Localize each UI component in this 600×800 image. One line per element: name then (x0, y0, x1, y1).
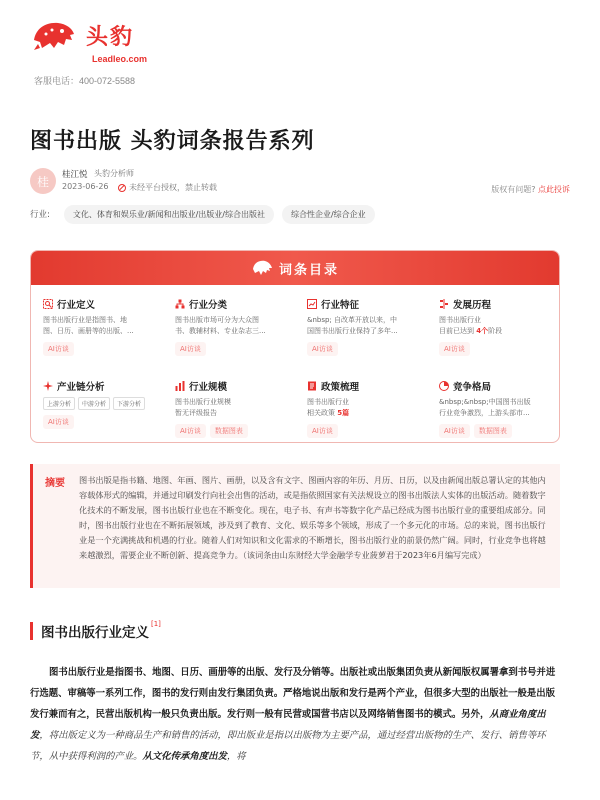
catalog-item-label: 产业链分析 (57, 382, 105, 393)
ai-interview-button[interactable]: AI访谈 (439, 342, 470, 356)
brand-domain[interactable]: Leadleo.com (92, 54, 148, 64)
avatar[interactable]: 桂 (30, 168, 56, 194)
chart-icon (307, 299, 317, 309)
catalog-item-market-size[interactable] (175, 379, 295, 438)
brand-name: 头豹 (86, 25, 135, 50)
ai-interview-button[interactable]: AI访谈 (43, 342, 74, 356)
reference-link[interactable]: [1] (151, 620, 161, 628)
ai-interview-button[interactable]: AI访谈 (175, 342, 206, 356)
catalog-item-desc: 图书出版行业 (439, 316, 481, 324)
catalog-item-title (439, 297, 559, 311)
catalog-item-history[interactable] (439, 297, 559, 356)
catalog-item-desc-text: 目前已达到 (439, 327, 477, 335)
catalog-title: 词条目录 (278, 262, 339, 278)
author-row (30, 166, 570, 196)
upstream-tag[interactable]: 上游分析 (43, 397, 75, 410)
catalog-item-label: 政策梳理 (321, 382, 360, 393)
catalog-item-label: 行业规模 (189, 382, 228, 393)
catalog-item-desc: 图书出版行业 (307, 398, 349, 406)
policy-count: 5篇 (337, 409, 350, 417)
bar-icon (175, 381, 185, 391)
catalog-item-title (175, 297, 295, 311)
catalog-item-definition[interactable] (43, 297, 163, 356)
catalog-item-desc: &nbsp;&nbsp;中国图书出版 (439, 398, 531, 406)
industry-row (30, 204, 570, 224)
catalog-item-desc: 图书出版行业是指图书、地 (43, 316, 127, 324)
abstract-label: 摘要 (45, 478, 65, 489)
ai-interview-button[interactable]: AI访谈 (307, 342, 338, 356)
abstract-text: 图书出版是指书籍、地图、年画、图片、画册，以及含有文字、图画内容的年历、月历、日历，以及由新闻出版总署认定的其他内容载体形式的编辑，并通过印刷发行向社会出售的活动，或是指依照国家有关法规设立的图书出版法人实体的出版活动。随着数字化技术的不断发展，图书出版行业也在不断变化。现在，电子书、有声书等数字化产品已经成为图书出版行业的重要组成部分。同时，图书出版行业也在不断拓展领域，涉及到了教育、文化、娱乐等多个领域，形成了一个多元化的市场。总的来说，图书出版行业是一个充满挑战和机遇的行业。随着人们对知识和文化需求的不断增长，图书出版行业的前景仍然广阔。同时，行业竞争也将越来越激烈，需要企业不断创新、提高竞争力。（该词条由山东财经大学金融学专业菠萝君于2023年6月编写完成） (79, 475, 546, 560)
section-accent-bar (30, 622, 33, 640)
paragraph-emphasis: 从文化传承角度出发 (142, 751, 227, 762)
author-role: 头豹分析师 (94, 169, 134, 178)
catalog-item-competition[interactable] (439, 379, 559, 438)
catalog-panel (30, 250, 560, 443)
downstream-tag[interactable]: 下游分析 (113, 397, 145, 410)
paragraph-bold-text: 图书出版行业是指图书、地图、日历、画册等的出版、发行及分销等。出版社或出版集团负责从新闻版权属署拿到书号并进行选题、审稿等一系列工作，图书的发行则由发行集团负责。严格地说出版和发行是两个产业，但很多大型的出版社一般是出版发行兼而有之，民营出版机构一般只负责出版。发行则一般有民营或国营书店以及网络销售图书的模式。另外， (30, 667, 556, 720)
chain-icon (43, 381, 53, 391)
catalog-item-desc-suffix: 阶段 (488, 327, 503, 335)
catalog-item-desc-text: 相关政策 (307, 409, 338, 417)
catalog-item-title (43, 379, 163, 393)
prohibited-icon (118, 184, 126, 192)
catalog-item-desc (307, 408, 427, 419)
catalog-item-desc: 图、日历、画册等的出版、... (43, 327, 134, 335)
copyright-prefix: 版权有问题? (491, 185, 536, 194)
catalog-item-policy[interactable] (307, 379, 427, 438)
reprint-notice (118, 182, 217, 193)
catalog-item-title (175, 379, 295, 393)
catalog-item-features[interactable] (307, 297, 427, 356)
catalog-item-classification[interactable] (175, 297, 295, 356)
catalog-item-value-chain[interactable] (43, 379, 163, 429)
data-chart-button[interactable]: 数据图表 (210, 424, 248, 438)
ai-interview-button[interactable]: AI访谈 (175, 424, 206, 438)
pie-icon (439, 381, 449, 391)
catalog-item-title (43, 297, 163, 311)
catalog-item-label: 行业分类 (189, 300, 228, 311)
section-heading (30, 620, 161, 642)
leopard-logo-icon[interactable] (30, 18, 78, 58)
catalog-item-desc: 书、教辅材料、专业杂志三... (175, 327, 266, 335)
ai-interview-button[interactable]: AI访谈 (43, 415, 74, 429)
catalog-item-label: 行业特征 (321, 300, 360, 311)
reprint-notice-text: 未经平台授权，禁止转载 (129, 183, 217, 192)
data-chart-button[interactable]: 数据图表 (474, 424, 512, 438)
hotline-text: 客服电话：400-072-5588 (34, 76, 136, 86)
catalog-item-desc: &nbsp; 自改革开放以来，中 (307, 316, 398, 324)
stage-count: 4个 (476, 327, 489, 335)
catalog-item-title (439, 379, 559, 393)
catalog-item-desc: 图书出版行业规模 (175, 398, 231, 406)
industry-tag[interactable]: 文化、体育和娱乐业/新闻和出版业/出版业/综合出版社 (64, 205, 274, 224)
catalog-item-title (307, 297, 427, 311)
catalog-item-desc (439, 326, 559, 337)
catalog-item-desc: 图书出版市场可分为大众图 (175, 316, 259, 324)
magnify-icon (43, 299, 53, 309)
abstract-box (30, 464, 560, 588)
midstream-tag[interactable]: 中游分析 (78, 397, 110, 410)
ai-interview-button[interactable]: AI访谈 (307, 424, 338, 438)
section-title: 图书出版行业定义 (41, 625, 149, 641)
hierarchy-icon (175, 299, 185, 309)
industry-tag[interactable]: 综合性企业/综合企业 (282, 205, 375, 224)
paragraph-italic-text: ，将出版定义为一种商品生产和销售的活动，即出版业是指以出版物为主要产品，通过经营出版物的生产、发行、销售等环节，从中获得利润的产业。 (30, 730, 546, 762)
complaint-link[interactable]: 点此投诉 (538, 185, 570, 194)
section-paragraph (30, 662, 560, 767)
document-icon (307, 381, 317, 391)
catalog-item-desc: 国图书出版行业保持了多年... (307, 327, 398, 335)
paragraph-italic-text: ，将 (226, 751, 246, 762)
ai-interview-button[interactable]: AI访谈 (439, 424, 470, 438)
page-title: 图书出版 头豹词条报告系列 (30, 129, 315, 154)
leopard-icon (251, 259, 273, 277)
catalog-item-label: 竞争格局 (453, 382, 492, 393)
catalog-item-label: 行业定义 (57, 300, 96, 311)
copyright-report (491, 184, 570, 195)
catalog-header (31, 251, 559, 285)
author-name[interactable]: 桂江悦 (62, 170, 88, 180)
publish-date: 2023-06-26 (62, 182, 109, 191)
catalog-item-desc: 暂无评级报告 (175, 409, 217, 417)
catalog-item-title (307, 379, 427, 393)
catalog-item-label: 发展历程 (453, 300, 492, 311)
brand-header (30, 14, 180, 94)
catalog-grid (31, 285, 559, 443)
catalog-item-desc: 行业竞争激烈，上游头部市... (439, 409, 530, 417)
paragraph-emphasis: 从商业角度出发 (30, 709, 546, 741)
timeline-icon (439, 299, 449, 309)
industry-label: 行业: (30, 210, 50, 220)
